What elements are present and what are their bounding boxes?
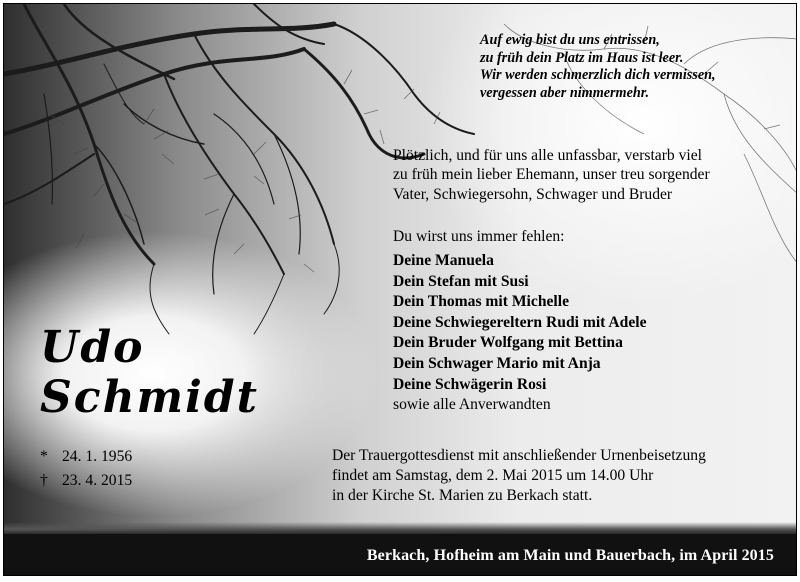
verse-line: zu früh dein Platz im Haus ist leer. xyxy=(480,49,684,66)
service-line: in der Kirche St. Marien zu Berkach statt. xyxy=(332,486,593,504)
death-date-row xyxy=(40,469,132,493)
horizon-line xyxy=(4,522,796,534)
birth-date: 24. 1. 1956 xyxy=(62,448,133,465)
memorial-verse xyxy=(480,32,716,102)
obituary-card xyxy=(3,3,797,576)
verse-line: vergessen aber nimmermehr. xyxy=(480,84,650,101)
announcement-line: Plötzlich, und für uns alle unfassbar, verstarb viel xyxy=(393,147,703,164)
mourners-list xyxy=(393,251,647,416)
deceased-last-name: Schmidt xyxy=(40,372,259,423)
death-date: 23. 4. 2015 xyxy=(62,472,133,489)
announcement-text xyxy=(393,146,710,204)
missing-line: Du wirst uns immer fehlen: xyxy=(393,228,565,245)
mourner-item: Dein Bruder Wolfgang mit Bettina xyxy=(393,334,623,352)
mourner-item: Deine Manuela xyxy=(393,252,494,269)
death-symbol: † xyxy=(40,472,48,489)
announcement-line: Vater, Schwiegersohn, Schwager und Bruder xyxy=(393,185,673,203)
birth-date-row xyxy=(40,445,132,469)
service-info xyxy=(332,446,706,505)
mourners-closing: sowie alle Anverwandten xyxy=(393,396,551,414)
mourner-item: Dein Stefan mit Susi xyxy=(393,272,529,290)
birth-symbol: * xyxy=(40,448,48,465)
announcement-line: zu früh mein lieber Ehemann, unser treu sorgender xyxy=(393,166,710,184)
mourner-item: Dein Thomas mit Michelle xyxy=(393,293,569,311)
verse-line: Auf ewig bist du uns entrissen, xyxy=(480,32,660,48)
mourner-item: Deine Schwiegereltern Rudi mit Adele xyxy=(393,313,647,331)
service-line: findet am Samstag, dem 2. Mai 2015 um 14.00 Uhr xyxy=(332,466,654,484)
deceased-first-name: Udo xyxy=(40,322,145,373)
footer-text: Berkach, Hofheim am Main und Bauerbach, im April 2015 xyxy=(366,547,774,564)
service-line: Der Trauergottesdienst mit anschließender Urnenbeisetzung xyxy=(332,447,706,464)
life-dates xyxy=(40,445,132,493)
footer-bar xyxy=(4,534,796,576)
mourner-item: Deine Schwägerin Rosi xyxy=(393,375,547,393)
verse-line: Wir werden schmerzlich dich vermissen, xyxy=(480,67,716,83)
mourner-item: Dein Schwager Mario mit Anja xyxy=(393,354,601,372)
